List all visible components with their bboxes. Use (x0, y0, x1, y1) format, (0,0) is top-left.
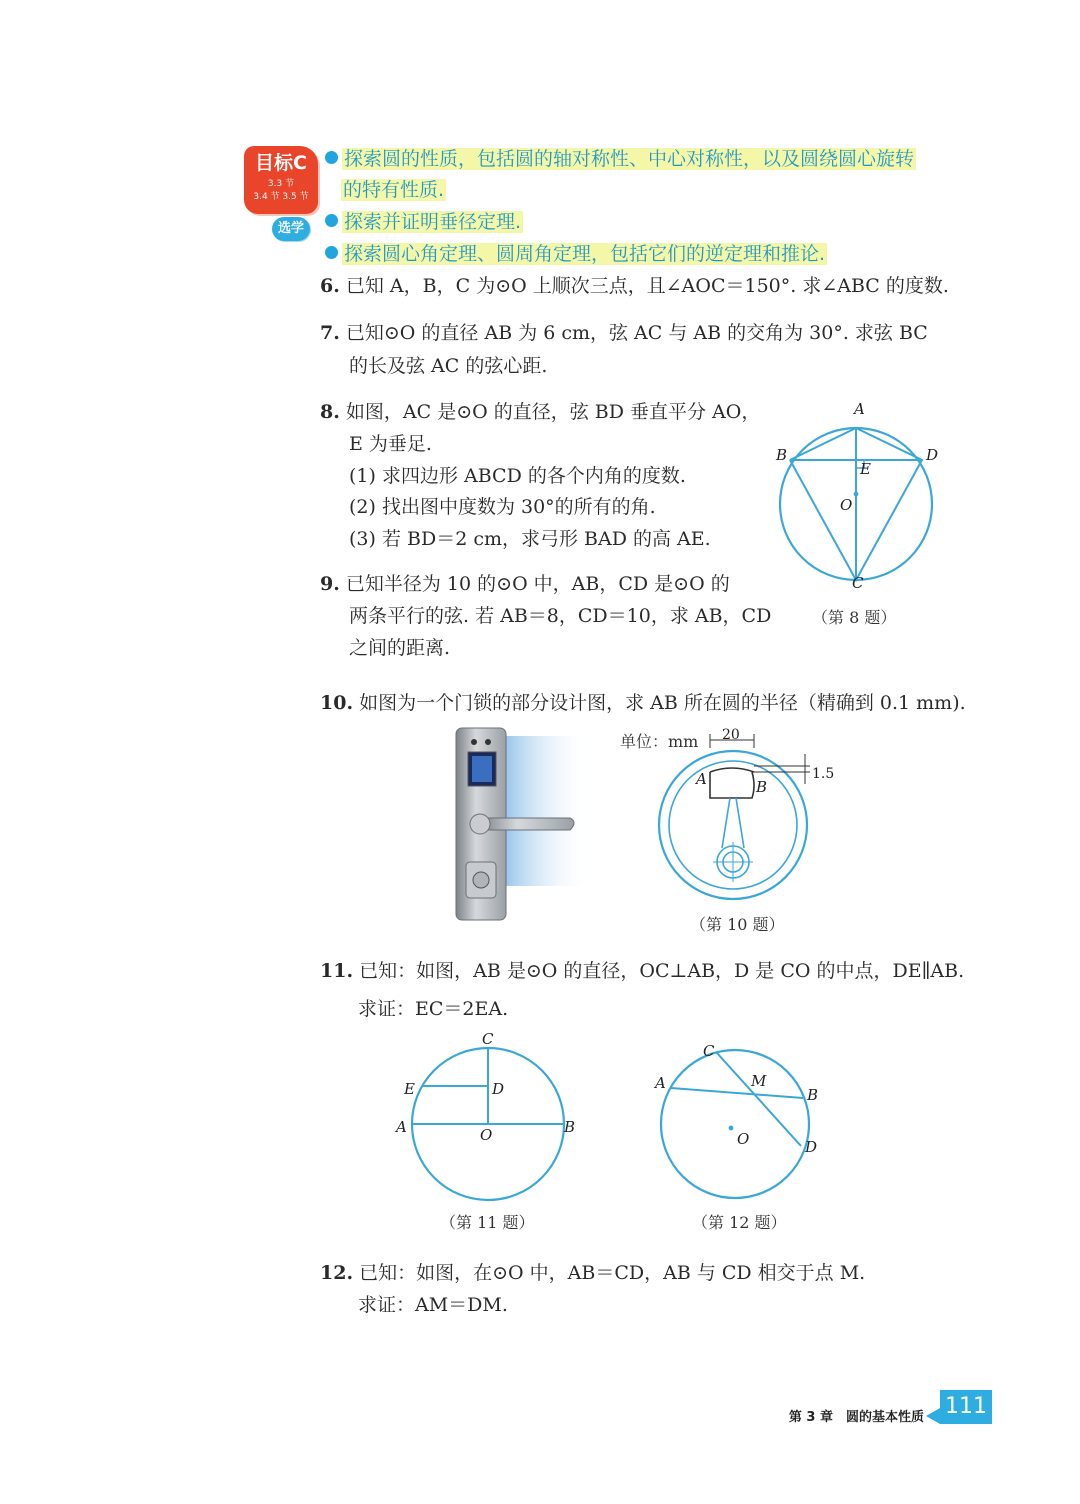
problem-7 (320, 317, 928, 349)
lock-handle (480, 818, 574, 830)
problem-8-sub1: (1) 求四边形 ABCD 的各个内角的度数. (349, 465, 686, 487)
connecting-rod (736, 798, 744, 848)
problem-text: 已知 A，B，C 为⊙O 上顺次三点，且∠AOC＝150°. 求∠ABC 的度数. (345, 275, 949, 297)
label-e: E (404, 1080, 415, 1098)
chord-ab (671, 1088, 803, 1098)
problem-number: 10. (320, 692, 354, 714)
bullet-icon (325, 151, 338, 164)
connecting-rod (722, 798, 730, 848)
figure-11 (388, 1028, 598, 1208)
problem-text-line1: 已知半径为 10 的⊙O 中，AB，CD 是⊙O 的 (345, 573, 730, 595)
problem-10 (320, 687, 966, 719)
figure-12 (645, 1036, 845, 1212)
problem-number: 9. (320, 573, 340, 595)
figure-8 (770, 398, 950, 598)
problem-number: 12. (320, 1262, 354, 1284)
page-tab-notch (926, 1408, 940, 1424)
goal-sections-line2: 3.4 节 3.5 节 (253, 192, 309, 202)
label-a: A (655, 1074, 666, 1092)
goal-c-badge (244, 146, 318, 214)
problem-12 (320, 1257, 865, 1289)
label-d: D (805, 1138, 818, 1156)
problem-number: 7. (320, 322, 340, 344)
bullet-icon (325, 246, 338, 259)
chord-cd (717, 1053, 801, 1146)
sensor-dot (485, 739, 491, 745)
label-b: B (564, 1118, 576, 1136)
figure-10-caption: （第 10 题） (690, 915, 785, 934)
lock-bolt (710, 772, 754, 798)
goal-item-2: 探索并证明垂径定理. (325, 207, 523, 237)
sensor-dot (471, 739, 477, 745)
goal-item-3: 探索圆心角定理、圆周角定理，包括它们的逆定理和推论. (325, 239, 827, 269)
problem-8-sub2: (2) 找出图中度数为 30°的所有的角. (349, 496, 656, 518)
problem-12-line2: 求证：AM＝DM. (358, 1294, 508, 1316)
problem-8 (320, 396, 760, 428)
handle-base (470, 814, 490, 834)
problem-7-line2: 的长及弦 AC 的弦心距. (349, 355, 548, 377)
label-d: D (926, 446, 939, 464)
problem-text-line1: 如图，AC 是⊙O 的直径，弦 BD 垂直平分 AO， (345, 401, 761, 423)
arc-ab (710, 768, 754, 772)
label-c: C (703, 1042, 715, 1060)
problem-9-line3: 之间的距离. (349, 637, 451, 659)
page-number: 111 (940, 1390, 992, 1424)
problem-number: 6. (320, 275, 340, 297)
problem-8-line2: E 为垂足. (349, 433, 432, 455)
problem-text: 如图为一个门锁的部分设计图，求 AB 所在圆的半径（精确到 0.1 mm). (359, 692, 966, 714)
label-o: O (737, 1130, 750, 1148)
label-b: B (756, 778, 768, 796)
label-c: C (852, 574, 864, 592)
elective-badge: 选学 (272, 217, 310, 241)
problem-number: 11. (320, 960, 354, 982)
problem-text-line1: 已知：如图，在⊙O 中，AB＝CD，AB 与 CD 相交于点 M. (359, 1262, 866, 1284)
light-glow (500, 736, 590, 886)
label-a: A (854, 400, 865, 418)
label-c: C (482, 1030, 494, 1048)
label-a: A (396, 1118, 407, 1136)
dim-height-label: 1.5 (812, 766, 835, 782)
chapter-footer: 第 3 章 圆的基本性质 (788, 1410, 924, 1425)
unit-label: 单位：mm (620, 732, 699, 751)
figure-11-caption: （第 11 题） (440, 1213, 535, 1232)
label-d: D (492, 1080, 505, 1098)
label-b: B (807, 1086, 819, 1104)
label-a: A (696, 770, 707, 788)
dim-width-label: 20 (722, 728, 740, 743)
problem-11 (320, 955, 964, 987)
door-lock-photo (440, 722, 600, 922)
keyhole (473, 872, 489, 888)
label-o: O (480, 1126, 493, 1144)
problem-text-line1: 已知：如图，AB 是⊙O 的直径，OC⊥AB，D 是 CO 的中点，DE∥AB. (359, 960, 965, 982)
label-m: M (751, 1072, 767, 1090)
figure-12-caption: （第 12 题） (692, 1213, 787, 1232)
problem-6 (320, 270, 949, 302)
goal-c-title: 目标C (255, 152, 307, 174)
goal-item-1-cont: 的特有性质. (343, 179, 445, 201)
bullet-icon (325, 214, 338, 227)
problem-11-line2: 求证：EC＝2EA. (358, 998, 509, 1020)
problem-text-line1: 已知⊙O 的直径 AB 为 6 cm，弦 AC 与 AB 的交角为 30°. 求弦 BC (345, 322, 928, 344)
figure-10 (640, 728, 850, 908)
figure-8-caption: （第 8 题） (812, 608, 897, 627)
center-point-o (729, 1126, 734, 1131)
label-o: O (840, 496, 853, 514)
label-b: B (776, 446, 788, 464)
goal-sections-line1: 3.3 节 (267, 179, 295, 189)
problem-9 (320, 568, 730, 600)
center-point-o (854, 492, 859, 497)
goal-item-1: 探索圆的性质，包括圆的轴对称性、中心对称性，以及圆绕圆心旋转 (325, 144, 916, 174)
screen-display (472, 756, 492, 782)
problem-8-sub3: (3) 若 BD＝2 cm，求弓形 BAD 的高 AE. (349, 528, 711, 550)
problem-number: 8. (320, 401, 340, 423)
problem-9-line2: 两条平行的弦. 若 AB＝8，CD＝10，求 AB，CD (349, 605, 772, 627)
label-e: E (860, 460, 871, 478)
